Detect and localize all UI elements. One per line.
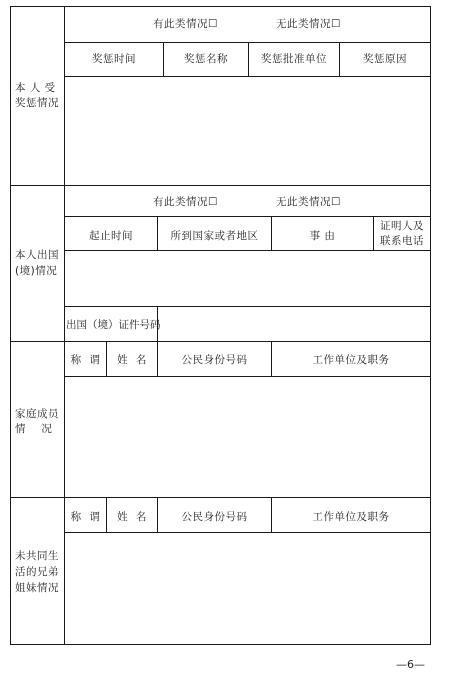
siblings-title-line1: 未共同生: [15, 550, 59, 562]
family-entry-area[interactable]: [65, 377, 430, 497]
table-border-left: [10, 6, 11, 645]
family-title-line2: 情 况: [15, 423, 53, 435]
awards-entry-area[interactable]: [65, 77, 430, 185]
column-header-employer-position: 工作单位及职务: [312, 354, 390, 366]
column-header-approving-unit: 奖惩批准单位: [261, 53, 327, 65]
section-divider: [10, 497, 431, 498]
awards-title-line2: 奖惩情况: [15, 97, 59, 109]
siblings-title-line2: 活的兄弟: [15, 566, 59, 578]
siblings-title-line3: 姐妹情况: [15, 582, 59, 594]
column-header-name: 姓 名: [117, 511, 147, 523]
awards-none-checkbox[interactable]: 无此类情况☐: [276, 18, 341, 30]
column-header-employer-position: 工作单位及职务: [312, 511, 390, 523]
column-header-relation: 称 谓: [70, 511, 101, 523]
column-header-witness-line2: 联系电话: [380, 235, 424, 247]
column-header-destination: 所到国家或者地区: [170, 230, 259, 242]
awards-title-line1: 本 人 受: [15, 82, 56, 94]
column-header-witness-line1: 证明人及: [380, 220, 424, 232]
section-divider: [10, 185, 431, 186]
column-header-award-name: 奖惩名称: [184, 53, 228, 65]
passport-number-label: 出国（境）证件号码: [66, 319, 161, 331]
column-header-relation: 称 谓: [70, 354, 101, 366]
page-number: —6—: [396, 658, 425, 671]
column-header-period: 起止时间: [89, 230, 133, 242]
column-header-award-time: 奖惩时间: [92, 53, 136, 65]
siblings-entry-area[interactable]: [65, 533, 430, 644]
abroad-has-checkbox[interactable]: 有此类情况☐: [153, 196, 218, 208]
table-border-right: [430, 6, 431, 645]
column-header-purpose: 事 由: [309, 230, 336, 242]
awards-has-checkbox[interactable]: 有此类情况☐: [153, 18, 218, 30]
abroad-title-line2: (境)情况: [15, 265, 58, 277]
row-line: [64, 216, 431, 217]
column-header-award-reason: 奖惩原因: [363, 53, 407, 65]
abroad-title-line1: 本人出国: [15, 249, 59, 261]
family-title-line1: 家庭成员: [15, 408, 59, 420]
column-header-id-number: 公民身份号码: [181, 511, 248, 523]
section-divider: [10, 341, 431, 342]
table-border-bottom: [10, 644, 431, 645]
abroad-none-checkbox[interactable]: 无此类情况☐: [276, 196, 341, 208]
passport-number-field[interactable]: [158, 307, 430, 341]
column-header-id-number: 公民身份号码: [181, 354, 248, 366]
column-header-name: 姓 名: [117, 354, 147, 366]
abroad-entry-area[interactable]: [65, 251, 430, 306]
table-border-top: [10, 6, 431, 7]
